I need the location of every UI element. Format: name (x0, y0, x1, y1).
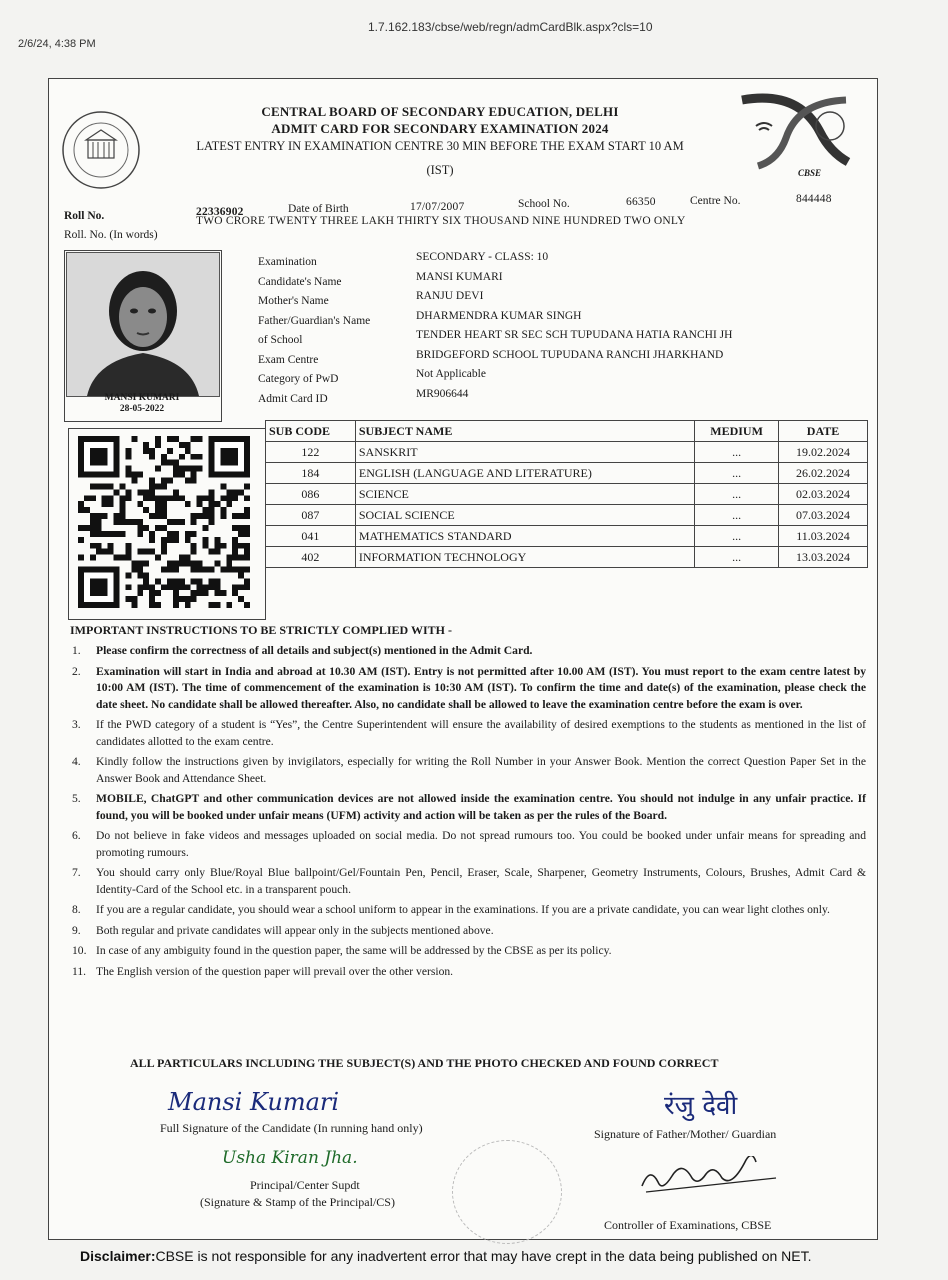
instruction-item (72, 964, 866, 981)
instruction-number: 8. (72, 903, 81, 916)
instruction-text: Do not believe in fake videos and messages uploaded on social media. Do not spread rumours too. You could be booked under unfair means for spreading and promoting rumours. (96, 829, 866, 859)
instruction-number: 4. (72, 755, 81, 768)
sub-code-cell: 041 (266, 526, 356, 547)
detail-label: of School (258, 334, 303, 346)
header-date: DATE (779, 421, 868, 442)
subject-name-cell: MATHEMATICS STANDARD (355, 526, 694, 547)
header-medium: MEDIUM (695, 421, 779, 442)
instruction-number: 10. (72, 944, 87, 957)
photo-name: MANSI KUMARI (104, 393, 180, 403)
date-cell: 07.03.2024 (779, 505, 868, 526)
principal-stamp (452, 1140, 562, 1244)
controller-label: Controller of Examinations, CBSE (604, 1218, 772, 1232)
instruction-text: Both regular and private candidates will appear only in the subjects mentioned above. (96, 923, 494, 937)
principal-stamp-label: (Signature & Stamp of the Principal/CS) (200, 1195, 395, 1209)
instruction-text: You should carry only Blue/Royal Blue ballpoint/Gel/Fountain Pen, Pencil, Eraser, Scale, Sharpener, Geometry Instruments, Colours, Brushes, Admit Card & Identity-Card of the School etc. in a transparent pouch. (96, 866, 866, 896)
dob-value: 17/07/2007 (410, 201, 465, 213)
instruction-item (72, 943, 866, 960)
roll-value: 22336902 (196, 206, 244, 218)
cbse-emblem-logo (60, 108, 142, 192)
instruction-number: 6. (72, 829, 81, 842)
photo-caption (64, 393, 220, 415)
medium-cell: ... (695, 505, 779, 526)
disclaimer (80, 1248, 812, 1264)
centre-no-value: 844448 (796, 193, 832, 205)
board-title: CENTRAL BOARD OF SECONDARY EDUCATION, DELHI (261, 104, 619, 119)
detail-value: RANJU DEVI (416, 290, 484, 302)
table-row (266, 505, 868, 526)
instruction-text: Examination will start in India and abroad at 10.30 AM (IST). Entry is not permitted after 10.00 AM (IST). You must report to the exam centre latest by 10:00 AM (IST). The time of commencement of the examination is 10:30 AM (IST). To confirm the time and date(s) of the examination, please check the date sheet. No candidate shall be allowed thereafter. Also, no candidate shall be allowed to leave the examination centre before the exam is over. (96, 664, 866, 711)
qr-code (78, 436, 250, 608)
date-cell: 13.03.2024 (779, 547, 868, 568)
medium-cell: ... (695, 526, 779, 547)
admit-card-title: ADMIT CARD FOR SECONDARY EXAMINATION 2024 (271, 121, 609, 136)
medium-cell: ... (695, 547, 779, 568)
disclaimer-label: Disclaimer: (80, 1248, 156, 1264)
medium-cell: ... (695, 463, 779, 484)
medium-cell: ... (695, 484, 779, 505)
instruction-text: In case of any ambiguity found in the question paper, the same will be addressed by the CBSE as per its policy. (96, 944, 612, 957)
detail-value: SECONDARY - CLASS: 10 (416, 251, 549, 263)
detail-label: Admit Card ID (258, 392, 328, 405)
table-header-row (266, 421, 868, 442)
detail-label: Category of PwD (258, 373, 339, 385)
subject-name-cell: SCIENCE (355, 484, 694, 505)
candidate-photo (66, 252, 220, 397)
dob-label: Date of Birth (288, 203, 349, 215)
browser-timestamp: 2/6/24, 4:38 PM (18, 38, 96, 50)
centre-no-label: Centre No. (690, 195, 741, 207)
instruction-item (72, 717, 866, 750)
sub-code-cell: 402 (266, 547, 356, 568)
sub-code-cell: 087 (266, 505, 356, 526)
table-row (266, 484, 868, 505)
instruction-number: 1. (72, 644, 81, 657)
instruction-number: 5. (72, 792, 81, 805)
disclaimer-text: CBSE is not responsible for any inadvertent error that may have crept in the data being published on NET. (155, 1248, 812, 1264)
principal-signature: Usha Kiran Jha. (222, 1148, 358, 1168)
controller-signature (636, 1156, 786, 1206)
subject-table (265, 420, 868, 568)
detail-label: Candidate's Name (258, 275, 342, 288)
instruction-item (72, 643, 866, 660)
header-subject-name: SUBJECT NAME (355, 421, 694, 442)
photo-date: 28-05-2022 (119, 404, 165, 414)
detail-value: Not Applicable (416, 368, 486, 380)
instruction-item (72, 664, 866, 714)
instruction-number: 11. (72, 964, 87, 978)
roll-words-value: TWO CRORE TWENTY THREE LAKH THIRTY SIX THOUSAND NINE HUNDRED TWO ONLY (196, 215, 686, 227)
instructions-list (72, 643, 866, 984)
instruction-number: 2. (72, 664, 81, 678)
school-no-value: 66350 (626, 196, 656, 208)
instruction-item (72, 791, 866, 824)
sub-code-cell: 184 (266, 463, 356, 484)
detail-label: Father/Guardian's Name (258, 314, 371, 327)
date-cell: 11.03.2024 (779, 526, 868, 547)
instruction-number: 9. (72, 923, 81, 937)
cbse-logo-text: CBSE (798, 168, 822, 178)
roll-label: Roll No. (64, 210, 105, 222)
details-values (416, 248, 732, 404)
instruction-text: The English version of the question paper will prevail over the other version. (96, 964, 454, 978)
instruction-item (72, 923, 866, 940)
subject-name-cell: SANSKRIT (355, 442, 694, 463)
instruction-item (72, 828, 866, 861)
guardian-signature: रंजु देवी (664, 1091, 738, 1121)
instructions-title: IMPORTANT INSTRUCTIONS TO BE STRICTLY COMPLIED WITH - (70, 623, 453, 637)
detail-label: Mother's Name (258, 295, 329, 307)
subject-name-cell: SOCIAL SCIENCE (355, 505, 694, 526)
table-row (266, 526, 868, 547)
sub-code-cell: 122 (266, 442, 356, 463)
candidate-signature: Mansi Kumari (168, 1088, 340, 1116)
instruction-text: MOBILE, ChatGPT and other communication devices are not allowed inside the examination centre. You should not indulge in any unfair practice. If found, you will be booked under unfair means (UFM) activity and action will be taken as per the rules of the Board. (96, 792, 866, 822)
detail-value: MANSI KUMARI (416, 270, 503, 283)
cbse-swoosh-logo (738, 92, 858, 178)
detail-value: MR906644 (416, 387, 469, 400)
browser-url: 1.7.162.183/cbse/web/regn/admCardBlk.aspx?cls=10 (368, 20, 653, 34)
date-cell: 19.02.2024 (779, 442, 868, 463)
date-cell: 26.02.2024 (779, 463, 868, 484)
medium-cell: ... (695, 442, 779, 463)
instruction-number: 3. (72, 718, 81, 731)
instruction-item (72, 754, 866, 787)
detail-label: Exam Centre (258, 353, 319, 366)
instruction-text: If the PWD category of a student is “Yes”, the Centre Superintendent will ensure the availability of desired exemptions to the students as mentioned in the list of candidates allotted to the exam centre. (96, 718, 866, 748)
detail-value: BRIDGEFORD SCHOOL TUPUDANA RANCHI JHARKHAND (416, 348, 724, 361)
table-row (266, 463, 868, 484)
detail-label: Examination (258, 256, 317, 268)
principal-label: Principal/Center Supdt (250, 1178, 360, 1192)
instruction-text: Kindly follow the instructions given by invigilators, especially for writing the Roll Number in your Answer Book. Mention the correct Question Paper Set in the Answer Book and Attendance Sheet. (96, 755, 866, 785)
subject-name-cell: INFORMATION TECHNOLOGY (355, 547, 694, 568)
roll-words-label: Roll. No. (In words) (64, 229, 158, 241)
detail-value: DHARMENDRA KUMAR SINGH (416, 309, 582, 322)
entry-notice-ist: (IST) (426, 163, 454, 177)
subject-name-cell: ENGLISH (LANGUAGE AND LITERATURE) (355, 463, 694, 484)
confirmation-statement: ALL PARTICULARS INCLUDING THE SUBJECT(S) AND THE PHOTO CHECKED AND FOUND CORRECT (130, 1056, 719, 1070)
guardian-signature-label: Signature of Father/Mother/ Guardian (594, 1127, 777, 1141)
sub-code-cell: 086 (266, 484, 356, 505)
instruction-item (72, 902, 866, 919)
entry-notice: LATEST ENTRY IN EXAMINATION CENTRE 30 MIN BEFORE THE EXAM START 10 AM (196, 139, 684, 153)
instruction-number: 7. (72, 866, 81, 879)
date-cell: 02.03.2024 (779, 484, 868, 505)
table-row (266, 442, 868, 463)
school-no-label: School No. (518, 198, 570, 210)
header-sub-code: SUB CODE (266, 421, 356, 442)
detail-value: TENDER HEART SR SEC SCH TUPUDANA HATIA RANCHI JH (416, 329, 733, 341)
instruction-text: If you are a regular candidate, you should wear a school uniform to appear in the examinations. If you are a private candidate, you can wear light clothes only. (96, 903, 830, 916)
instruction-text: Please confirm the correctness of all details and subject(s) mentioned in the Admit Card. (96, 644, 533, 657)
table-row (266, 547, 868, 568)
details-labels (258, 253, 370, 409)
candidate-signature-label: Full Signature of the Candidate (In running hand only) (160, 1121, 423, 1135)
instruction-item (72, 865, 866, 898)
